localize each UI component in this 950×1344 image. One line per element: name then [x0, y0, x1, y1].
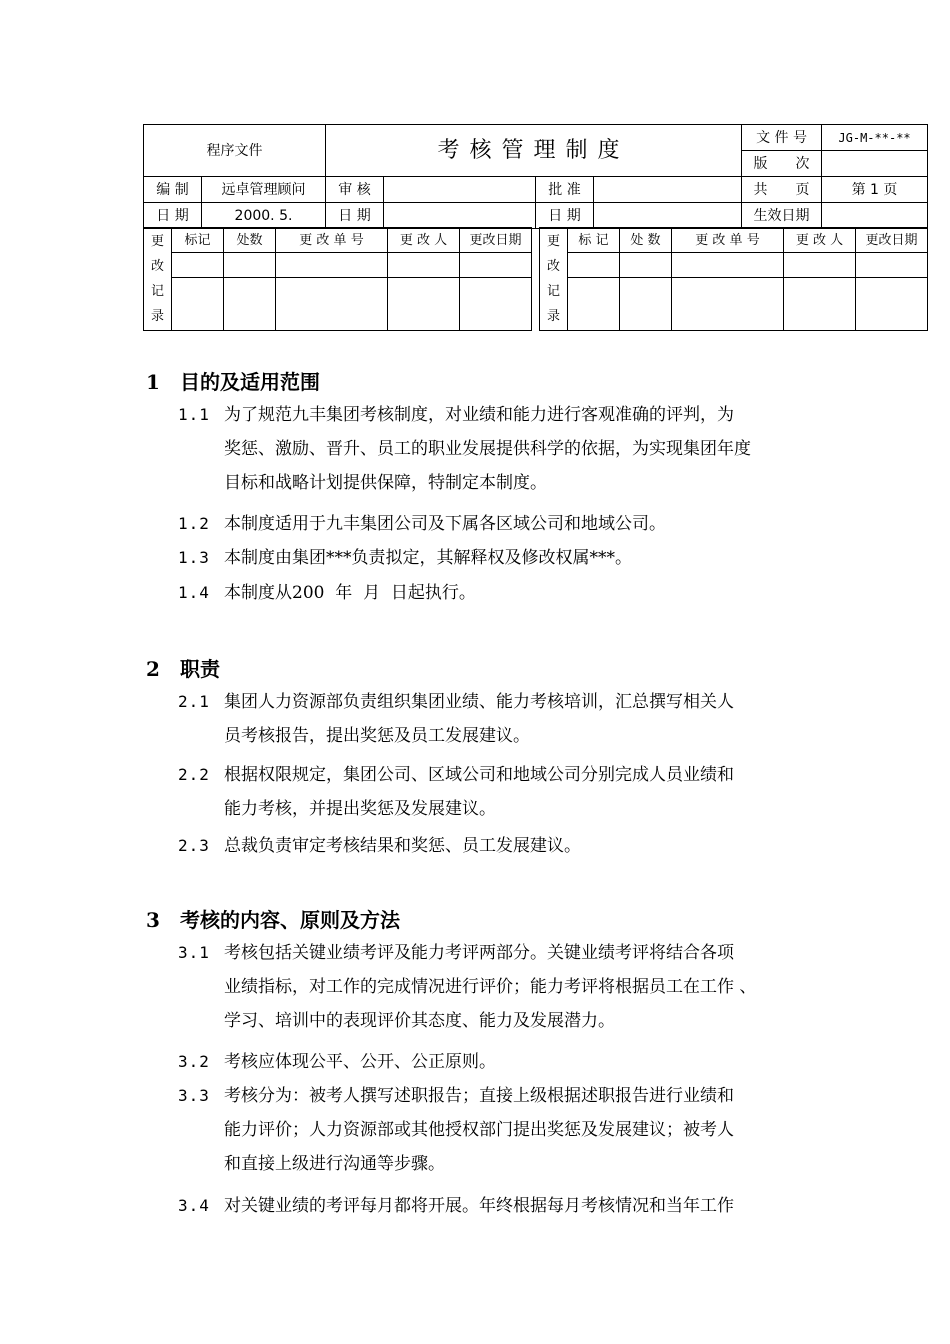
- col-change-date-right: 更改日期: [856, 228, 928, 253]
- list-item: 3.1 考核包括关键业绩考评及能力考评两部分。关键业绩考评将结合各项 业绩指标，对工作的完成情况进行评价；能力考评将根据员工在工作 、 学习、培训中的表现评价其态度、能力及发展潜力。: [178, 943, 757, 1031]
- approve-value: [594, 177, 742, 203]
- list-item: 1.3 本制度由集团***负责拟定，其解释权及修改权属***。: [178, 548, 632, 568]
- review-label: 审 核: [326, 177, 384, 203]
- doc-title: 考核管理制度: [326, 125, 742, 177]
- change-record-right: [539, 227, 928, 331]
- col-mark: 标记: [172, 228, 224, 253]
- col-change-no-right: 更 改 单 号: [672, 228, 784, 253]
- page-number: 第 1 页: [822, 177, 928, 203]
- file-no: JG-M-**-**: [822, 125, 928, 151]
- list-item: 1.4 本制度从200 年 月 日起执行。: [178, 583, 476, 603]
- document-header: [143, 124, 927, 328]
- col-count-right: 处 数: [620, 228, 672, 253]
- list-item: 2.3 总裁负责审定考核结果和奖惩、员工发展建议。: [178, 836, 581, 856]
- list-item: 3.4 对关键业绩的考评每月都将开展。年终根据每月考核情况和当年工作: [178, 1196, 734, 1216]
- section-heading: 1 目的及适用范围: [146, 370, 320, 394]
- compiled-value: 远卓管理顾问: [202, 177, 326, 203]
- review-value: [384, 177, 536, 203]
- list-item: 2.1 集团人力资源部负责组织集团业绩、能力考核培训，汇总撰写相关人 员考核报告，提出奖惩及员工发展建议。: [178, 692, 734, 746]
- change-record-side-label-right: 更 改 记 录: [540, 228, 568, 331]
- col-changer-right: 更 改 人: [784, 228, 856, 253]
- header-table: [143, 124, 928, 229]
- list-item: 2.2 根据权限规定，集团公司、区域公司和地域公司分别完成人员业绩和 能力考核，并提出奖惩及发展建议。: [178, 765, 734, 819]
- date-label: 日 期: [144, 203, 202, 229]
- col-changer: 更 改 人: [388, 228, 460, 253]
- list-item: 3.3 考核分为：被考人撰写述职报告；直接上级根据述职报告进行业绩和 能力评价；人力资源部或其他授权部门提出奖惩及发展建议；被考人 和直接上级进行沟通等步骤。: [178, 1086, 734, 1174]
- col-count: 处数: [224, 228, 276, 253]
- list-item: 3.2 考核应体现公平、公开、公正原则。: [178, 1052, 496, 1072]
- section-heading: 3 考核的内容、原则及方法: [146, 908, 400, 932]
- effective-date-label: 生效日期: [742, 203, 822, 229]
- change-record-left: [143, 227, 532, 331]
- list-item: 1.1 为了规范九丰集团考核制度，对业绩和能力进行客观准确的评判，为 奖惩、激励、晋升、员工的职业发展提供科学的依据，为实现集团年度 目标和战略计划提供保障，特制定本制度。: [178, 405, 751, 493]
- review-date-value: [384, 203, 536, 229]
- approve-date-label: 日 期: [536, 203, 594, 229]
- list-item: 1.2 本制度适用于九丰集团公司及下属各区域公司和地域公司。: [178, 514, 666, 534]
- section-heading: 2 职责: [146, 657, 220, 681]
- version-value: [822, 151, 928, 177]
- version-label: 版 次: [742, 151, 822, 177]
- total-pages-label: 共 页: [742, 177, 822, 203]
- col-change-no: 更 改 单 号: [276, 228, 388, 253]
- file-no-label: 文 件 号: [742, 125, 822, 151]
- review-date-label: 日 期: [326, 203, 384, 229]
- effective-date-value: [822, 203, 928, 229]
- change-record-side-label: 更 改 记 录: [144, 228, 172, 331]
- date-value: 2000. 5.: [202, 203, 326, 229]
- col-change-date: 更改日期: [460, 228, 532, 253]
- compiled-label: 编 制: [144, 177, 202, 203]
- col-mark-right: 标 记: [568, 228, 620, 253]
- approve-date-value: [594, 203, 742, 229]
- approve-label: 批 准: [536, 177, 594, 203]
- doc-type: 程序文件: [144, 125, 326, 177]
